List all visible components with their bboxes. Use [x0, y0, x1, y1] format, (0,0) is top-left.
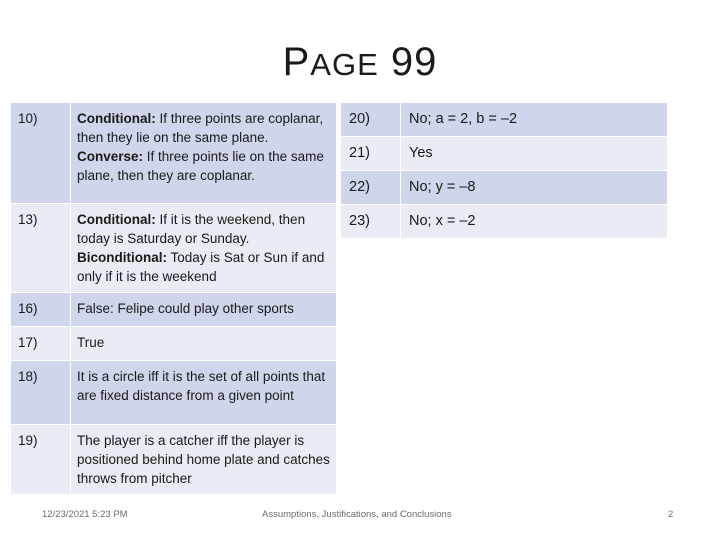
answer-part: [77, 210, 330, 248]
row-number: 17): [11, 327, 71, 361]
footer-date: 12/23/2021 5:23 PM: [42, 509, 128, 520]
table-row: [341, 171, 668, 205]
row-number: 22): [341, 171, 401, 205]
title-number: 99: [390, 40, 438, 84]
answer-label: Conditional:: [77, 111, 156, 126]
answer-text: Today is Sat or Sun if and only if it is the weekend: [77, 250, 325, 284]
row-number: 16): [11, 293, 71, 327]
row-answer: False: Felipe could play other sports: [71, 293, 337, 327]
table-row: [341, 103, 668, 137]
row-answer: No; y = –8: [401, 171, 668, 205]
row-number: 18): [11, 361, 71, 425]
table-row: [11, 425, 337, 495]
row-number: 23): [341, 205, 401, 239]
answer-part: [77, 109, 330, 147]
answer-part: [77, 248, 330, 286]
answer-text: If three points are coplanar, then they lie on the same plane.: [77, 111, 324, 145]
row-answer: No; x = –2: [401, 205, 668, 239]
table-row: [11, 361, 337, 425]
table-row: [341, 137, 668, 171]
answer-part: [77, 147, 330, 185]
footer-page-number: 2: [668, 509, 674, 520]
table-row: [11, 293, 337, 327]
row-answer: True: [71, 327, 337, 361]
footer-subject: Assumptions, Justifications, and Conclusions: [262, 509, 452, 520]
answer-label: Converse:: [77, 149, 144, 164]
page-title: [0, 40, 720, 85]
row-number: 10): [11, 103, 71, 204]
answer-text: If three points lie on the same plane, then they are coplanar.: [77, 149, 324, 183]
answer-label: Conditional:: [77, 212, 156, 227]
table-row: [11, 327, 337, 361]
table-row: [11, 103, 337, 204]
table-row: [11, 204, 337, 293]
row-number: 21): [341, 137, 401, 171]
answer-label: Biconditional:: [77, 250, 167, 265]
row-number: 20): [341, 103, 401, 137]
table-row: [341, 205, 668, 239]
title-first-letter: P: [282, 40, 311, 84]
answers-table-right: [340, 102, 668, 239]
title-rest: AGE: [310, 47, 379, 82]
row-answer: No; a = 2, b = –2: [401, 103, 668, 137]
row-number: 13): [11, 204, 71, 293]
row-answer: It is a circle iff it is the set of all points that are fixed distance from a given point: [71, 361, 337, 425]
row-answer: Yes: [401, 137, 668, 171]
row-answer: The player is a catcher iff the player is positioned behind home plate and catches throws from pitcher: [71, 425, 337, 495]
row-answer: [71, 204, 337, 293]
answers-table-left: [10, 102, 337, 495]
row-number: 19): [11, 425, 71, 495]
answer-text: If it is the weekend, then today is Saturday or Sunday.: [77, 212, 306, 246]
row-answer: [71, 103, 337, 204]
